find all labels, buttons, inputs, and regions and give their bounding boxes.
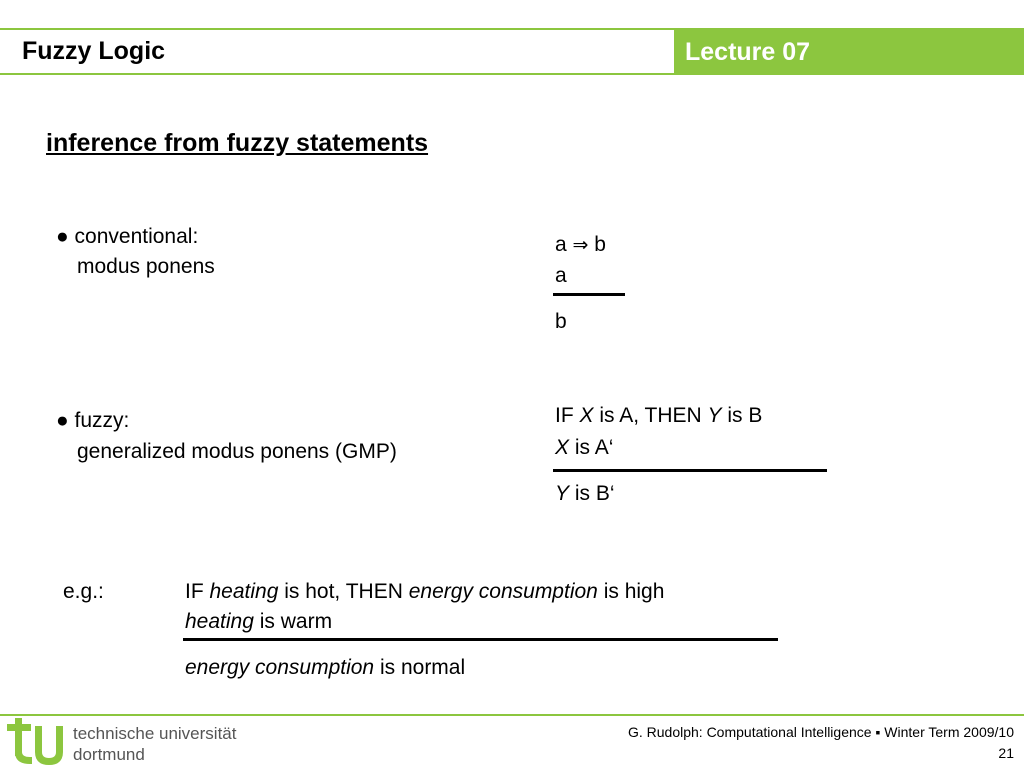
implies-symbol: ⇒ — [572, 234, 589, 256]
bullet: ● — [56, 225, 69, 248]
modus-ponens-conclusion: b — [555, 310, 567, 333]
course-title: Fuzzy Logic — [22, 37, 166, 65]
page-number: 21 — [998, 745, 1014, 761]
example-label: e.g.: — [63, 580, 104, 603]
gmp-conclusion: Y is B‘ — [555, 482, 615, 505]
modus-ponens-premise-2: a — [555, 264, 567, 287]
footer-credit: G. Rudolph: Computational Intelligence ▪ Winter Term 2009/10 — [627, 724, 1014, 740]
tu-logo-icon — [4, 718, 66, 766]
fuzzy-label: fuzzy: — [74, 409, 130, 432]
gmp-premise-1: IF X is A, THEN Y is B — [555, 404, 763, 427]
university-name-line-1: technische universität — [73, 724, 237, 743]
conventional-heading — [56, 222, 198, 252]
bullet: ● — [56, 409, 69, 432]
conventional-subtitle: modus ponens — [77, 255, 215, 278]
example-conclusion: energy consumption is normal — [185, 656, 466, 679]
university-name-line-2: dortmund — [73, 745, 145, 764]
footer-rule — [0, 714, 1024, 716]
example-premise-1: IF heating is hot, THEN energy consumption is high — [185, 580, 665, 603]
gmp-premise-2: X is A‘ — [555, 436, 614, 459]
modus-ponens-rule — [553, 293, 625, 296]
example-rule — [183, 638, 778, 641]
gmp-rule — [553, 469, 827, 472]
example-premise-2: heating is warm — [185, 610, 333, 633]
fuzzy-heading — [56, 406, 129, 436]
section-title: inference from fuzzy statements — [46, 129, 429, 157]
fuzzy-subtitle: generalized modus ponens (GMP) — [77, 440, 397, 463]
lecture-label: Lecture 07 — [685, 38, 811, 66]
conventional-label: conventional: — [74, 225, 199, 248]
modus-ponens-premise-1: a ⇒ b — [555, 233, 606, 256]
lecture-badge — [674, 29, 1024, 74]
